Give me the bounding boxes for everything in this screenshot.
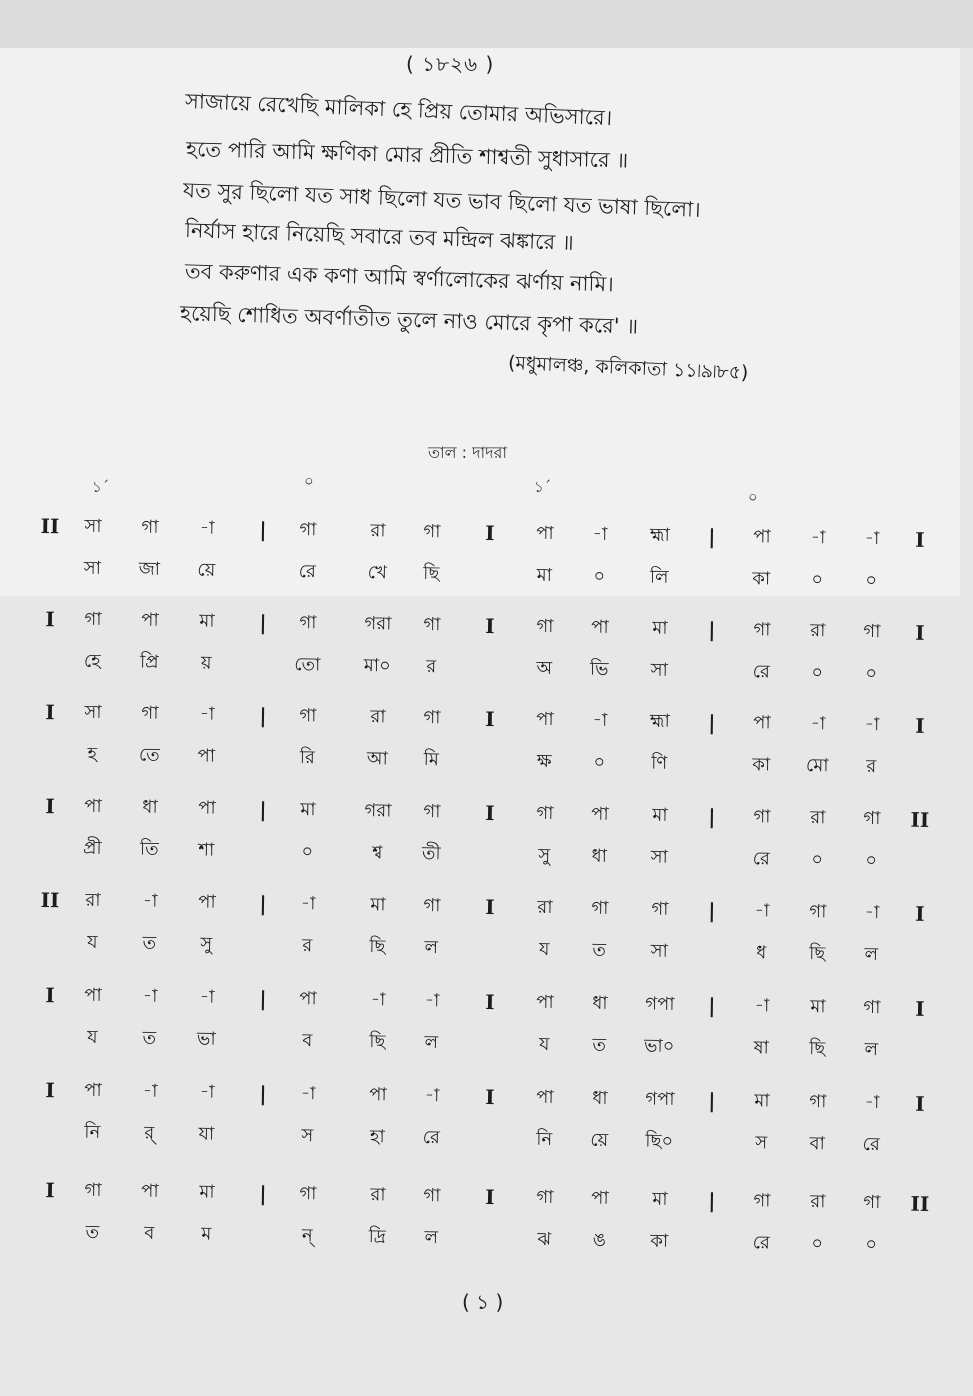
lyric-syllable: ঙ [592,1229,607,1251]
lyric-syllable: য [86,931,98,953]
lyric-syllable: পা [197,745,216,767]
swar-note: পা [591,616,609,638]
lyric-syllable: ছি [423,563,440,585]
bar-line: | [708,617,716,642]
swar-note: গা [809,1091,827,1113]
page-number: ( ১ ) [462,1290,504,1314]
swar-note: মা [652,617,668,639]
swar-note: -া [370,989,386,1011]
swar-note: গা [536,1186,554,1209]
lyric-syllable: র [302,935,313,957]
swar-note: গা [423,895,441,917]
swar-note: মা [754,1090,770,1112]
lyric-syllable: য [538,1033,550,1056]
lyric-syllable: য়ে [590,1129,609,1151]
swar-note: -া [142,1080,158,1102]
lyric-syllable: ০ [593,565,606,587]
lyric-syllable: আ [366,748,388,770]
lyric-syllable: মো [805,755,829,777]
swar-note: গা [84,1179,102,1201]
swar-note: গা [299,519,317,541]
bar-line: I [485,613,495,639]
lyric-syllable: প্রী [82,837,102,859]
notation-block [0,513,940,600]
lyric-line: হতে পারি আমি ক্ষণিকা মোর প্রীতি শাশ্বতী সুধাসারে ॥ [185,137,629,173]
lyric-syllable: ০ [811,1233,824,1255]
lyric-syllable: ০ [301,841,314,863]
swar-note: গা [299,612,317,634]
bar-line: | [708,1088,716,1113]
lyric-syllable: হে [83,650,101,672]
lyric-syllable: যা [198,1123,215,1145]
swar-note: পা [536,991,554,1014]
lyric-syllable: ভি [589,658,609,680]
beat-marker: ১´ [534,478,552,496]
lyric-syllable: ত [592,939,607,961]
bar-line: I [915,901,925,926]
lyric-syllable: রি [299,747,316,769]
lyric-syllable: হা [369,1126,385,1148]
bar-line: II [910,1191,930,1216]
swar-note: গা [809,901,827,923]
lyric-syllable: প্রি [139,651,159,673]
lyric-syllable: লি [649,566,669,588]
lyric-syllable: ০ [865,569,878,592]
lyric-line: হয়েছি শোধিত অবর্ণাতীত তুলে নাও মোরে কৃপা করে' ॥ [179,301,639,339]
swar-note: -া [199,986,215,1008]
lyric-syllable: বা [809,1133,826,1155]
lyric-line: সাজায়ে রেখেছি মালিকা হে প্রিয় তোমার অভিসারে। [184,89,613,131]
notation-block [0,606,940,693]
lyric-syllable: ল [424,1227,439,1249]
lyric-syllable: সু [538,844,551,867]
swar-note: পা [84,795,102,817]
lyric-syllable: ন্ [301,1225,313,1247]
swar-note: -া [810,713,826,735]
swar-note: পা [536,1086,554,1109]
lyric-syllable: দ্রি [368,1226,387,1248]
lyric-syllable: শা [198,839,215,861]
bar-line: I [45,1078,55,1103]
lyric-syllable: ছি [369,936,386,958]
bar-line: | [708,804,716,829]
swar-note: পা [369,1084,387,1106]
lyric-syllable: ০ [811,662,824,684]
bar-line: II [910,807,930,832]
swar-note: ধা [592,1087,608,1109]
swar-note: -া [199,517,215,539]
swar-note: গা [423,707,441,729]
lyric-syllable: র [866,755,877,778]
lyric-syllable: তো [294,654,321,676]
notation-block [0,982,940,1069]
scan-top-edge [0,0,973,48]
swar-note: পা [753,712,771,734]
swar-note: গা [753,619,771,641]
lyric-syllable: ত [85,1221,100,1243]
bar-line: | [259,986,267,1011]
swar-note: গা [591,897,609,919]
bar-line: | [259,797,267,822]
lyric-syllable: রে [862,1133,881,1156]
lyric-syllable: হ [87,743,98,765]
song-number: ( ১৮২৬ ) [406,52,495,76]
lyric-syllable: রে [752,1232,771,1254]
lyric-syllable: রে [752,661,771,683]
lyric-syllable: ০ [865,849,878,872]
beat-marker: ০ [748,488,758,506]
lyric-syllable: ছি [809,1038,826,1060]
swar-note: রা [810,807,826,829]
lyric-syllable: ছি [369,1031,386,1053]
swar-note: গা [299,1183,317,1205]
lyric-syllable: সা [83,557,102,579]
swar-note: মা [199,1181,215,1203]
swar-note: গা [863,807,881,830]
swar-note: -া [142,985,158,1007]
swar-note: মা [300,799,316,821]
swar-note: পা [198,891,216,913]
swar-note: গা [423,1185,441,1207]
lyric-syllable: নি [84,1121,101,1143]
lyric-syllable: রে [752,848,771,870]
swar-note: -া [199,1081,215,1103]
lyric-syllable: মা০ [363,655,391,677]
swar-note: গা [423,801,441,823]
bar-line: | [259,610,267,635]
lyric-syllable: স [301,1125,314,1147]
swar-note: রা [370,706,386,728]
swar-note: পা [141,1180,159,1202]
swar-note: গপা [645,993,675,1015]
swar-note: ধা [592,992,608,1014]
lyric-syllable: য় [200,652,212,674]
swar-note: গা [651,898,669,920]
lyric-syllable: ০ [865,662,878,685]
lyric-syllable: ভা [196,1028,216,1050]
bar-line: I [915,1091,925,1116]
swar-note: গপা [645,1088,675,1110]
bar-line: I [45,983,55,1008]
lyric-syllable: ল [424,1032,439,1054]
swar-note: রা [810,1191,826,1213]
bar-line: I [915,996,925,1021]
lyric-syllable: সা [650,846,668,868]
bar-line: I [485,1184,495,1210]
bar-line: | [259,703,267,728]
swar-note: রা [370,520,386,542]
swar-note: রা [85,889,101,911]
swar-note: -া [300,893,316,915]
lyric-syllable: ত [142,932,157,954]
swar-note: পা [753,526,771,548]
swar-note: হ্মা [649,524,671,546]
lyric-syllable: ত [142,1027,157,1049]
lyric-syllable: ধ [756,942,767,964]
swar-note: -া [864,527,880,550]
swar-note: -া [424,1085,440,1107]
lyric-syllable: ছি০ [645,1130,674,1152]
bar-line: I [915,527,925,552]
lyric-syllable: তে [138,744,160,766]
lyric-syllable: র্ [144,1122,155,1144]
swar-note: -া [754,995,770,1017]
swar-note: মা [370,894,386,916]
bar-line: | [708,1188,716,1213]
lyric-line: তব করুণার এক কণা আমি স্বর্ণালোকের ঝর্ণায় নামি। [184,259,615,297]
lyric-syllable: কা [752,568,771,590]
lyric-syllable: কা [650,1230,669,1252]
swar-note: পা [198,797,216,819]
lyric-syllable: ভা০ [643,1035,675,1057]
lyric-syllable: ষা [753,1037,770,1059]
lyric-syllable: ক্ষ [536,750,552,773]
beat-marker: ১´ [92,478,110,496]
swar-note: মা [810,996,826,1018]
swar-note: সা [84,515,102,537]
swar-note: মা [652,804,668,826]
lyric-syllable: ০ [865,1233,878,1256]
lyric-syllable: ০ [593,751,606,773]
swar-note: গা [863,1191,881,1214]
swar-note: -া [592,523,608,545]
lyric-syllable: ম [201,1223,212,1245]
lyric-syllable: ল [424,937,439,959]
bar-line: | [259,517,267,542]
lyric-syllable: ণি [651,752,668,774]
bar-line: | [259,1081,267,1106]
notation-block [0,793,940,880]
swar-note: রা [537,896,553,919]
bar-line: I [485,1084,495,1110]
swar-note: -া [864,713,880,736]
lyric-syllable: রে [298,561,317,583]
swar-note: মা [652,1188,668,1210]
lyric-syllable: য [538,938,550,961]
swar-note: পা [536,708,554,731]
bar-line: I [45,607,55,632]
swar-note: -া [424,990,440,1012]
swar-note: -া [300,1083,316,1105]
swar-note: -া [199,703,215,725]
bar-line: | [708,524,716,549]
lyric-syllable: ব [302,1030,313,1052]
swar-note: গা [141,702,159,724]
swar-note: গরা [364,613,392,635]
bar-line: II [40,514,60,539]
swar-note: গা [863,620,881,643]
swar-note: গরা [364,800,392,822]
bar-line: I [485,800,495,826]
swar-note: পা [84,1079,102,1101]
swar-note: হ্মা [649,710,671,732]
bar-line: I [45,1178,55,1203]
swar-note: -া [142,890,158,912]
bar-line: | [259,1181,267,1206]
swar-note: গা [299,705,317,727]
swar-note: রা [370,1184,386,1206]
swar-note: পা [299,988,317,1010]
bar-line: I [915,620,925,645]
lyric-syllable: স [755,1132,768,1154]
lyric-syllable: সু [200,933,213,955]
lyric-syllable: য়ে [197,559,216,581]
notation-block [0,1077,940,1164]
bar-line: | [259,891,267,916]
lyric-syllable: মি [423,749,440,771]
lyric-line: নির্যাস হারে নিয়েছি সবারে তব মন্দ্রিল ঝঙ্কারে ॥ [184,218,575,255]
swar-note: পা [591,803,609,825]
notation-block [0,1177,940,1264]
lyric-syllable: সা [650,659,668,681]
lyric-syllable: শ্ব [372,842,383,864]
lyric-syllable: তী [421,843,441,865]
lyric-syllable: নি [536,1128,553,1151]
swar-note: গা [141,516,159,538]
lyric-syllable: সা [650,940,668,962]
swar-note: পা [84,984,102,1006]
swar-note: পা [536,522,554,545]
lyric-syllable: ধা [591,845,608,867]
swar-note: -া [810,527,826,549]
bar-line: I [485,894,495,920]
swar-note: ধা [142,796,158,818]
lyric-syllable: কা [752,754,771,776]
swar-note: গা [536,615,554,638]
lyric-syllable: য [86,1026,98,1048]
bar-line: | [708,993,716,1018]
lyric-syllable: জা [138,558,161,580]
lyric-syllable: খে [367,562,388,584]
swar-note: -া [864,901,880,924]
notation-block [0,699,940,786]
lyric-syllable: র [426,656,437,678]
bar-line: II [40,888,60,913]
lyric-syllable: ঝ [537,1228,552,1251]
bar-line: | [708,710,716,735]
swar-note: গা [423,521,441,543]
swar-note: পা [591,1187,609,1209]
lyric-syllable: ল [864,1038,879,1061]
bar-line: I [485,520,495,546]
swar-note: গা [753,806,771,828]
beat-marker: ০ [304,472,314,490]
bar-line: I [915,713,925,738]
lyric-syllable: ০ [811,569,824,591]
swar-note: গা [536,802,554,825]
tala-heading: তাল : দাদরা [428,443,508,462]
swar-note: গা [753,1190,771,1212]
swar-note: পা [141,609,159,631]
composition-attribution: (মধুমালঞ্চ, কলিকাতা ১১৷৯৷৮৫) [507,352,749,385]
swar-note: রা [810,620,826,642]
swar-note: গা [84,608,102,630]
notation-block [0,887,940,974]
swar-note: -া [754,900,770,922]
lyric-syllable: ০ [811,849,824,871]
lyric-syllable: ত [592,1034,607,1056]
lyric-line: যত সুর ছিলো যত সাধ ছিলো যত ভাব ছিলো যত ভাষা ছিলো। [182,178,702,222]
lyric-syllable: তি [139,838,159,860]
bar-line: I [485,989,495,1015]
lyric-syllable: অ [536,657,553,680]
swar-note: গা [863,996,881,1019]
bar-line: I [45,700,55,725]
swar-note: -া [864,1091,880,1114]
bar-line: I [45,794,55,819]
lyric-syllable: ছি [809,943,826,965]
swar-note: সা [84,701,102,723]
bar-line: | [708,898,716,923]
lyric-syllable: রে [422,1127,441,1149]
lyric-syllable: ল [864,943,879,966]
swar-note: মা [199,610,215,632]
lyric-syllable: ব [144,1222,155,1244]
swar-note: গা [423,614,441,636]
lyric-syllable: মা [536,564,553,587]
bar-line: I [485,706,495,732]
swar-note: -া [592,709,608,731]
